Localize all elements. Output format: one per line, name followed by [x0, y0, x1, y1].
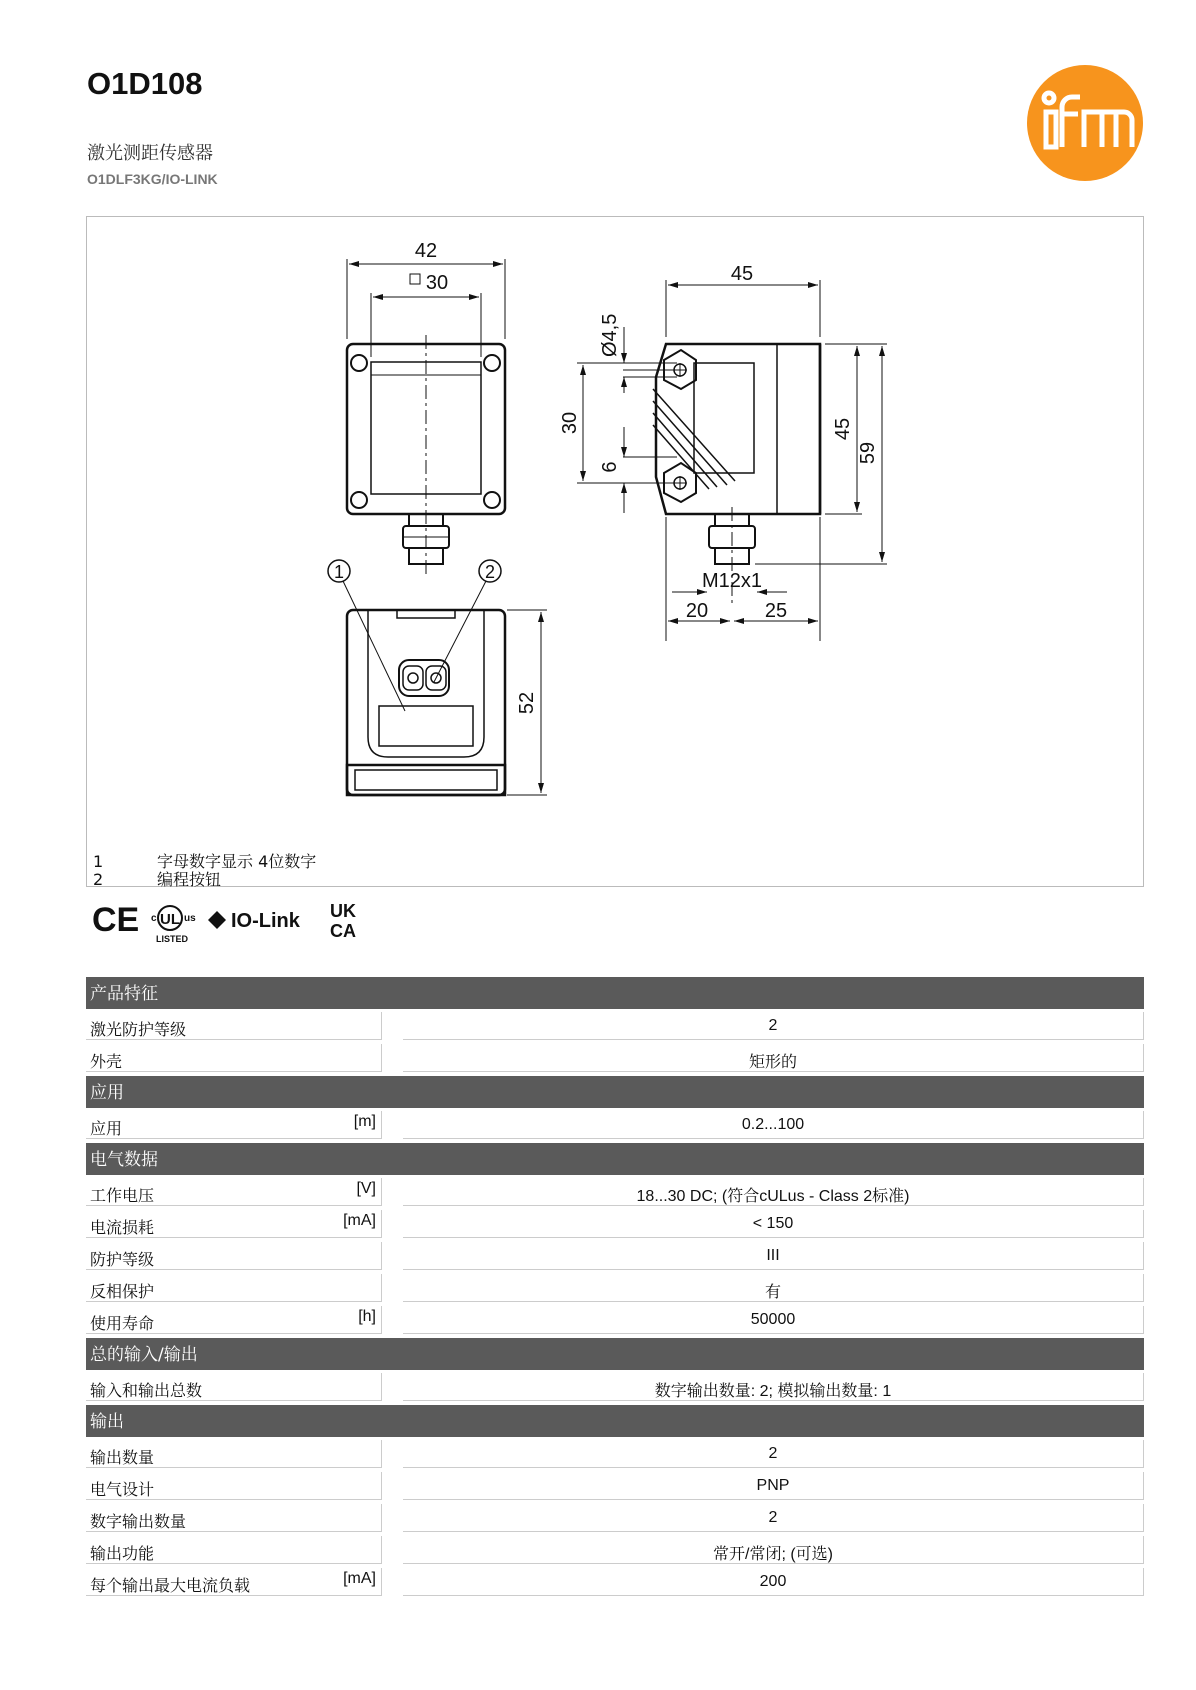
row-label: 输入和输出总数 [90, 1381, 203, 1400]
legend-text: 字母数字显示 4位数字 [157, 852, 317, 871]
section-header: 电气数据 [86, 1143, 1144, 1175]
table-row [86, 1504, 1144, 1533]
front-view [347, 259, 505, 577]
row-value: < 150 [403, 1210, 1144, 1238]
dim-thread: M12x1 [701, 570, 763, 592]
row-label: 应用 [90, 1119, 123, 1138]
row-label-cell [86, 1274, 382, 1302]
table-row [86, 1210, 1144, 1239]
callout-1: 1 [333, 562, 345, 582]
spec-table [86, 974, 1144, 1597]
dim-45-top: 45 [730, 263, 754, 285]
row-value: III [403, 1242, 1144, 1270]
table-row [86, 1111, 1144, 1140]
row-label-cell [86, 1472, 382, 1500]
table-row [86, 1536, 1144, 1565]
svg-text:LISTED: LISTED [156, 934, 189, 944]
row-unit: [m] [353, 1113, 376, 1130]
dim-20: 20 [685, 600, 709, 622]
row-label: 防护等级 [90, 1250, 155, 1269]
product-code: O1DLF3KG/IO-LINK [87, 171, 218, 187]
product-title: O1D108 [87, 66, 203, 101]
row-value: 常开/常闭; (可选) [403, 1536, 1144, 1564]
row-label: 外壳 [90, 1052, 123, 1071]
row-label-cell [86, 1111, 382, 1139]
row-label: 数字输出数量 [90, 1512, 187, 1531]
row-value: 18...30 DC; (符合cULus - Class 2标准) [403, 1178, 1144, 1206]
ul-listed-mark [151, 906, 196, 944]
ifm-logo [1026, 64, 1144, 182]
table-row [86, 1178, 1144, 1207]
dimension-drawing [86, 216, 1144, 887]
product-subtitle: 激光测距传感器 [87, 143, 213, 164]
table-row [86, 1306, 1144, 1335]
row-value: PNP [403, 1472, 1144, 1500]
dim-52: 52 [516, 691, 538, 715]
svg-text:us: us [184, 913, 196, 924]
section-header: 产品特征 [86, 977, 1144, 1009]
row-label-cell [86, 1012, 382, 1040]
dim-30-vertical: 30 [559, 411, 581, 435]
section-header: 输出 [86, 1405, 1144, 1437]
row-label-cell [86, 1178, 382, 1206]
row-value: 2 [403, 1440, 1144, 1468]
legend-number: 1 [93, 852, 104, 871]
row-label-cell [86, 1210, 382, 1238]
row-unit: [mA] [343, 1570, 376, 1587]
row-label-cell [86, 1568, 382, 1596]
callout-2: 2 [484, 562, 496, 582]
table-row [86, 1568, 1144, 1597]
row-label: 工作电压 [90, 1186, 155, 1205]
table-row [86, 1044, 1144, 1073]
row-value: 0.2...100 [403, 1111, 1144, 1139]
svg-text:IO-Link: IO-Link [231, 910, 300, 932]
row-label-cell [86, 1044, 382, 1072]
section-header: 应用 [86, 1076, 1144, 1108]
dim-45-vertical: 45 [832, 417, 854, 441]
row-value: 2 [403, 1504, 1144, 1532]
table-row [86, 1274, 1144, 1303]
svg-text:c: c [151, 913, 157, 924]
row-label: 输出数量 [90, 1448, 155, 1467]
display-view [328, 560, 547, 795]
svg-text:UL: UL [160, 911, 180, 928]
legend-text: 编程按钮 [157, 870, 222, 889]
io-link-mark [208, 910, 301, 932]
section-header: 总的输入/输出 [86, 1338, 1144, 1370]
row-value: 200 [403, 1568, 1144, 1596]
row-value: 50000 [403, 1306, 1144, 1334]
row-value: 数字输出数量: 2; 模拟输出数量: 1 [403, 1373, 1144, 1401]
table-row [86, 1373, 1144, 1402]
dim-42: 42 [414, 240, 438, 262]
dim-6-vertical: 6 [599, 461, 621, 473]
row-label: 电气设计 [90, 1480, 155, 1499]
table-row [86, 1242, 1144, 1271]
row-label-cell [86, 1306, 382, 1334]
row-label: 使用寿命 [90, 1314, 155, 1333]
row-label-cell [86, 1440, 382, 1468]
ce-mark: CE [92, 901, 140, 939]
row-unit: [mA] [343, 1212, 376, 1229]
table-row [86, 1472, 1144, 1501]
row-label: 激光防护等级 [90, 1020, 187, 1039]
dim-30-top: 30 [425, 272, 449, 294]
legend-number: 2 [93, 870, 104, 889]
svg-text:CA: CA [330, 921, 356, 941]
dim-59-vertical: 59 [857, 441, 879, 465]
row-label-cell [86, 1504, 382, 1532]
certification-logos [92, 896, 392, 946]
row-label: 输出功能 [90, 1544, 155, 1563]
row-label-cell [86, 1373, 382, 1401]
svg-text:UK: UK [330, 901, 356, 921]
logo-text: ifm [1084, 176, 1086, 177]
table-row [86, 1440, 1144, 1469]
row-label: 每个输出最大电流负载 [90, 1576, 251, 1595]
row-value: 有 [403, 1274, 1144, 1302]
dim-25: 25 [764, 600, 788, 622]
row-label: 电流损耗 [90, 1218, 155, 1237]
dim-dia-4-5: Ø4,5 [599, 313, 621, 357]
row-unit: [V] [356, 1180, 376, 1197]
row-value: 2 [403, 1012, 1144, 1040]
row-label: 反相保护 [90, 1282, 155, 1301]
table-row [86, 1012, 1144, 1041]
ukca-mark [330, 901, 356, 941]
row-label-cell [86, 1242, 382, 1270]
row-label-cell [86, 1536, 382, 1564]
row-unit: [h] [358, 1308, 376, 1325]
row-value: 矩形的 [403, 1044, 1144, 1072]
